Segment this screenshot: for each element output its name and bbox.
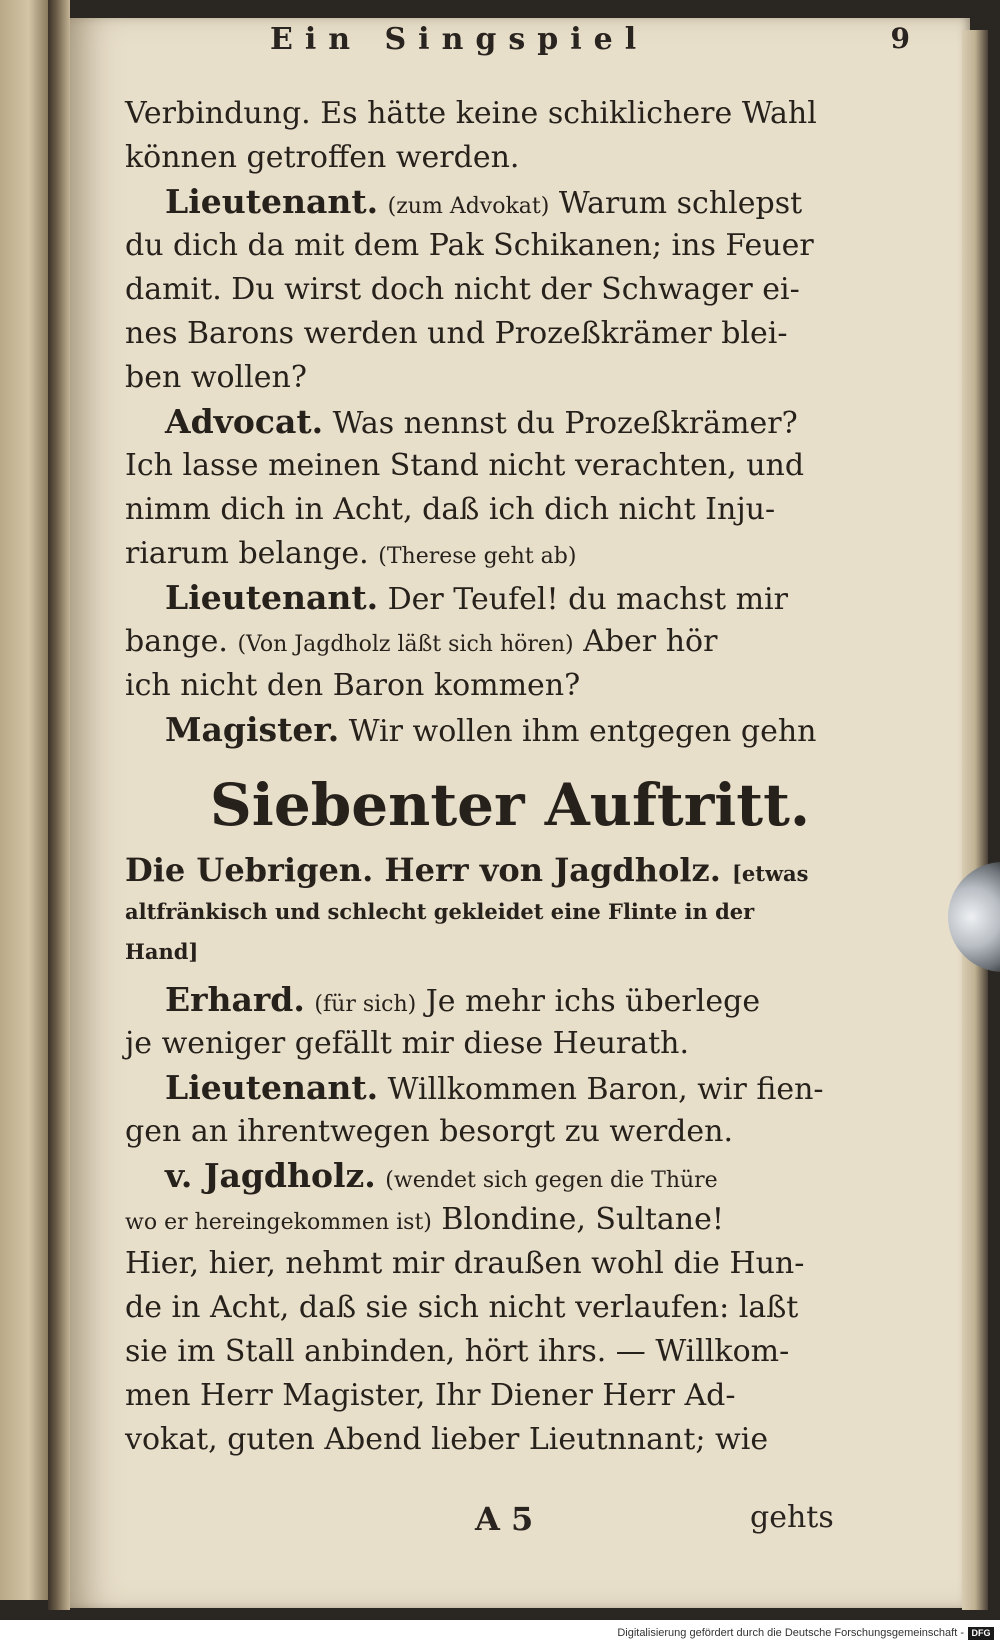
line-text: bange. bbox=[125, 624, 228, 659]
credit-bar bbox=[0, 1620, 1000, 1646]
cast-characters: Die Uebrigen. Herr von Jagdholz. bbox=[125, 851, 721, 889]
line-text: Je mehr ichs überlege bbox=[425, 984, 761, 1019]
speaker-name: v. Jagdholz. bbox=[165, 1156, 376, 1195]
speaker-name: Advocat. bbox=[165, 402, 324, 441]
text-line bbox=[125, 708, 895, 752]
cast-note: altfränkisch und schlecht gekleidet eine Flinte in der bbox=[125, 899, 755, 924]
line-text: damit. Du wirst doch nicht der Schwager ei- bbox=[125, 272, 800, 307]
scene-heading: Siebenter Auftritt. bbox=[209, 771, 811, 839]
cast-list bbox=[125, 850, 895, 970]
text-line bbox=[125, 136, 895, 180]
credit-text: Digitalisierung gefördert durch die Deutsche Forschungsgemeinschaft - bbox=[617, 1627, 964, 1639]
page-text bbox=[125, 92, 895, 1462]
line-text: Hier, hier, nehmt mir draußen wohl die Hun- bbox=[125, 1246, 805, 1281]
line-text: Warum schlepst bbox=[558, 186, 803, 221]
speaker-name: Erhard. bbox=[165, 980, 305, 1019]
text-line bbox=[125, 488, 895, 532]
text-line bbox=[125, 532, 895, 576]
dialogue-block-1 bbox=[125, 92, 895, 752]
line-text: Blondine, Sultane! bbox=[441, 1202, 724, 1237]
text-line bbox=[125, 1374, 895, 1418]
page-number: 9 bbox=[890, 22, 910, 55]
line-text: nimm dich in Acht, daß ich dich nicht Inju- bbox=[125, 492, 776, 527]
line-text: gen an ihrentwegen besorgt zu werden. bbox=[125, 1114, 733, 1149]
line-text: können getroffen werden. bbox=[125, 140, 520, 175]
dfg-logo: DFG bbox=[968, 1627, 994, 1640]
stage-direction: (Therese geht ab) bbox=[378, 544, 577, 569]
text-line bbox=[125, 356, 895, 400]
text-line bbox=[125, 92, 895, 136]
line-text: Aber hör bbox=[583, 624, 718, 659]
line-text: je weniger gefällt mir diese Heurath. bbox=[125, 1026, 690, 1061]
text-line bbox=[125, 1154, 895, 1198]
line-text: du dich da mit dem Pak Schikanen; ins Feuer bbox=[125, 228, 814, 263]
line-text: Wir wollen ihm entgegen gehn bbox=[348, 714, 817, 749]
speaker-name: Lieutenant. bbox=[165, 182, 379, 221]
text-line bbox=[125, 444, 895, 488]
line-text: ben wollen? bbox=[125, 360, 307, 395]
line-text: sie im Stall anbinden, hört ihrs. — Willkom- bbox=[125, 1334, 790, 1369]
text-line bbox=[125, 400, 895, 444]
book-gutter bbox=[48, 0, 70, 1610]
catchword: gehts bbox=[750, 1500, 834, 1535]
text-line bbox=[125, 1330, 895, 1374]
text-line bbox=[125, 1242, 895, 1286]
stage-direction: (Von Jagdholz läßt sich hören) bbox=[237, 632, 574, 657]
text-line bbox=[125, 1022, 895, 1066]
line-text: Ich lasse meinen Stand nicht verachten, und bbox=[125, 448, 805, 483]
speaker-name: Lieutenant. bbox=[165, 1068, 379, 1107]
text-line bbox=[125, 664, 895, 708]
dialogue-block-2 bbox=[125, 978, 895, 1462]
page-footer bbox=[125, 1500, 895, 1544]
line-text: ich nicht den Baron kommen? bbox=[125, 668, 581, 703]
text-line bbox=[125, 180, 895, 224]
line-text: vokat, guten Abend lieber Lieutnnant; wie bbox=[125, 1422, 769, 1457]
speaker-name: Lieutenant. bbox=[165, 578, 379, 617]
text-line bbox=[125, 576, 895, 620]
stage-direction: wo er hereingekommen ist) bbox=[125, 1210, 432, 1235]
line-text: riarum belange. bbox=[125, 536, 369, 571]
text-line bbox=[125, 978, 895, 1022]
text-line bbox=[125, 620, 895, 664]
text-line bbox=[125, 312, 895, 356]
line-text: Willkommen Baron, wir fien- bbox=[387, 1072, 824, 1107]
page-stack-edge bbox=[962, 30, 988, 1610]
line-text: men Herr Magister, Ihr Diener Herr Ad- bbox=[125, 1378, 736, 1413]
line-text: Verbindung. Es hätte keine schiklichere Wahl bbox=[125, 96, 817, 131]
line-text: Was nennst du Prozeßkrämer? bbox=[332, 406, 798, 441]
cast-line bbox=[125, 850, 895, 890]
text-line bbox=[125, 1286, 895, 1330]
stage-direction: (wendet sich gegen die Thüre bbox=[385, 1168, 718, 1193]
text-line bbox=[125, 224, 895, 268]
stage-direction: (für sich) bbox=[314, 992, 417, 1017]
line-text: nes Barons werden und Prozeßkrämer blei- bbox=[125, 316, 788, 351]
text-line bbox=[125, 268, 895, 312]
text-line bbox=[125, 1110, 895, 1154]
line-text: Der Teufel! du machst mir bbox=[387, 582, 788, 617]
text-line bbox=[125, 1066, 895, 1110]
stage-direction: (zum Advokat) bbox=[387, 194, 550, 219]
line-text: de in Acht, daß sie sich nicht verlaufen: laßt bbox=[125, 1290, 799, 1325]
speaker-name: Magister. bbox=[165, 710, 340, 749]
cast-line bbox=[125, 930, 895, 970]
text-line bbox=[125, 1418, 895, 1462]
signature-mark: A 5 bbox=[475, 1500, 534, 1538]
cast-line bbox=[125, 890, 895, 930]
left-page-edge bbox=[0, 0, 48, 1600]
text-line bbox=[125, 1198, 895, 1242]
page-header bbox=[270, 22, 910, 66]
cast-note: Hand] bbox=[125, 939, 199, 964]
running-title: Ein Singspiel bbox=[270, 22, 649, 57]
cast-note: [etwas bbox=[731, 861, 809, 886]
